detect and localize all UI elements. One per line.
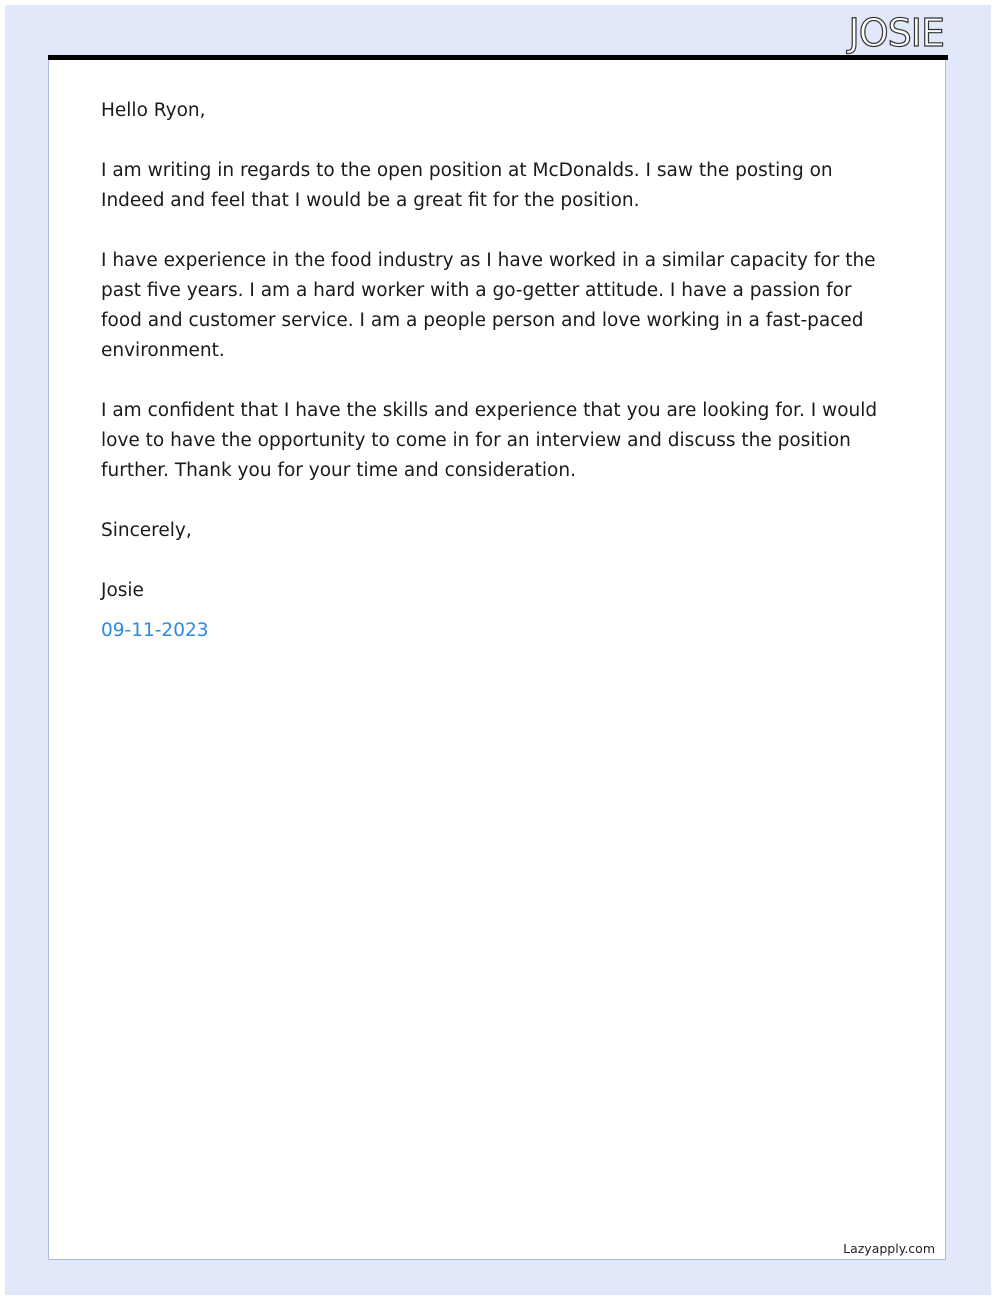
header-name: JOSIE <box>848 11 944 55</box>
letter-paragraph-1: I am writing in regards to the open position at McDonalds. I saw the posting on Indeed and feel that I would be a great fit for the position. <box>101 160 833 211</box>
letter-signature: Josie <box>101 580 144 601</box>
letter-paragraph-3: I am confident that I have the skills and experience that you are looking for. I would love to have the opportunity to come in for an interview and discuss the position further. Thank you for your time and consideration. <box>101 400 878 481</box>
letter-greeting: Hello Ryon, <box>101 100 206 121</box>
letter-page <box>48 60 946 1260</box>
letter-paragraph-2: I have experience in the food industry as I have worked in a similar capacity for the past five years. I am a hard worker with a go-getter attitude. I have a passion for food and customer service. I am a people person and love working in a fast-paced environment. <box>101 250 876 361</box>
letter-closing: Sincerely, <box>101 520 192 541</box>
letter-date: 09-11-2023 <box>101 620 209 641</box>
letter-body <box>101 96 891 646</box>
footer-credit: Lazyapply.com <box>843 1241 935 1256</box>
